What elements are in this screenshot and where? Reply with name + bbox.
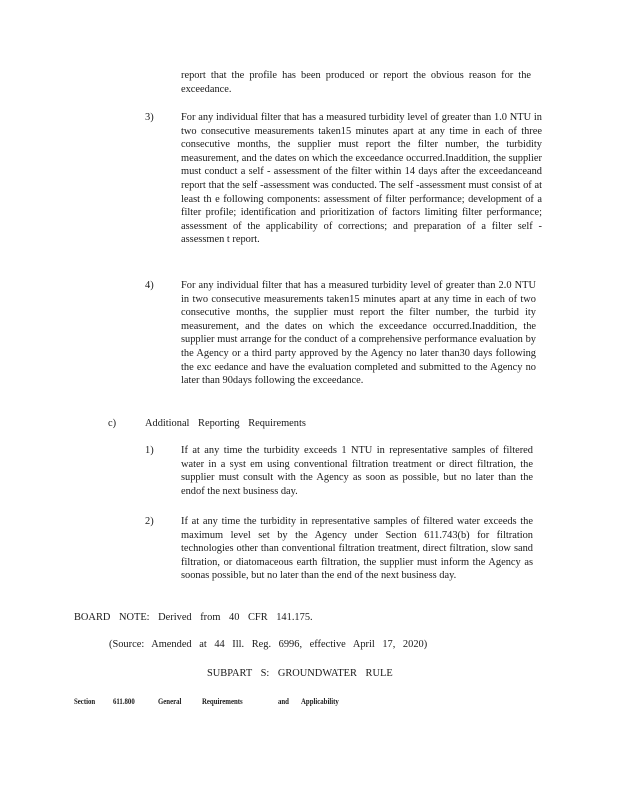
section-heading-word-3: and [278,697,289,706]
section-c-letter: c) [108,418,117,429]
item-number-4: 4) [145,280,154,291]
board-note: BOARD NOTE: Derived from 40 CFR 141.175. [74,612,313,623]
item-paragraph-4: For any individual filter that has a measured turbidity level of greater than 2.0 NTU in two consecutive measurements taken15 minutes apart at any time in each of two consecutive months, the supplier must report the filter number, the turbid ity measurement, and the dates on which the exceedance occurred.Inaddition, the supplier must arrange for the conduct of a comprehensive performance evaluation by the Agency or a third party approved by the Agency no later than30 days following the exc eedance and have the evaluation completed and submitted to the Agency no later than 90days following the exceedance. [181,280,536,387]
item-number-3: 3) [145,112,154,123]
section-heading-number: 611.800 [113,697,135,706]
section-c-item-paragraph-1: If at any time the turbidity exceeds 1 NTU in representative samples of filtered water in a syst em using conventional filtration treatment or direct filtration, the supplier must consult with the Agency as soon as possible, but no later than the endof the next business day. [181,445,533,497]
item-paragraph-3: For any individual filter that has a measured turbidity level of greater than 1.0 NTU in two consecutive measurements taken15 minutes apart at any time in each of three consecutive months, the supplier must report the filter number, the turbidity measurement, and the dates on which the exceedance occurred.Inaddition, the supplier must conduct a self - assessment of the filter within 14 days after the exceedanceand report that the self -assessment was conducted. The self -assessment must consist of at least th e following components: assessment of filter performance; development of a filter profile; identification and prioritization of factors limiting filter performance; assessment of the applicability of corrections; and preparation of a filter self -assessmen t report. [181,112,542,246]
section-c-item-number-2: 2) [145,516,154,527]
section-heading-label: Section [74,697,96,706]
subpart-title: SUBPART S: GROUNDWATER RULE [207,668,393,679]
section-heading-word-1: General [158,697,182,706]
section-c-item-number-1: 1) [145,445,154,456]
section-c-item-paragraph-2: If at any time the turbidity in representative samples of filtered water exceeds the maximum level set by the Agency under Section 611.743(b) for filtration technologies other than conventional filtration treatment, direct filtration, slow sand filtration, or diatomaceous earth filtration, the supplier must inform the Agency as soonas possible, but no later than the end of the next business day. [181,516,533,582]
section-c-heading: Additional Reporting Requirements [145,418,306,429]
continuation-paragraph: report that the profile has been produced or report the obvious reason for the exceedance. [181,70,531,95]
source-note: (Source: Amended at 44 Ill. Reg. 6996, effective April 17, 2020) [109,639,428,650]
section-heading-word-4: Applicability [301,697,339,706]
section-heading-word-2: Requirements [202,697,243,706]
